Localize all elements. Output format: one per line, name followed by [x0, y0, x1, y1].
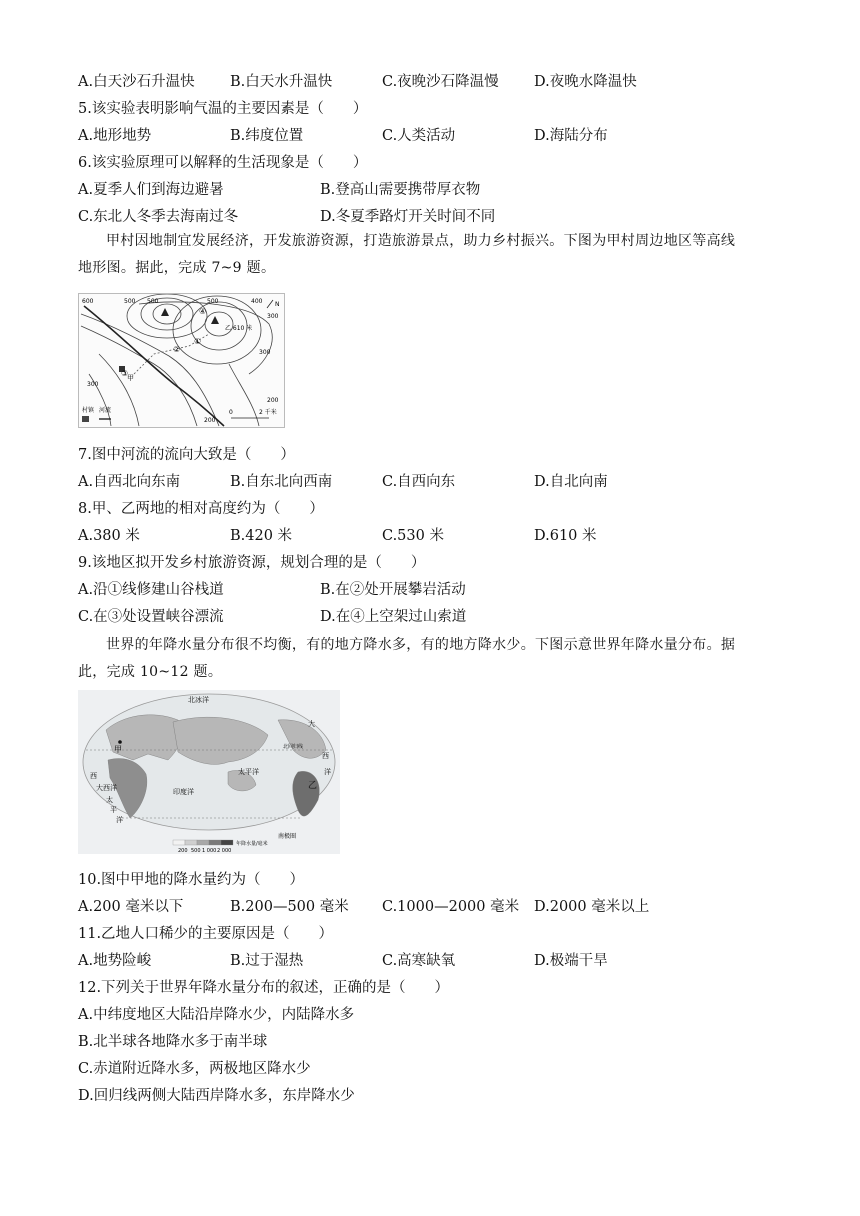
- q8-stem: 8.甲、乙两地的相对高度约为（ ）: [78, 501, 324, 517]
- contour-label: 500: [207, 298, 219, 305]
- q9-option-c[interactable]: C.在③处设置峡谷漂流: [78, 609, 224, 625]
- q9-option-b[interactable]: B.在②处开展攀岩活动: [320, 582, 466, 598]
- map-label-da: 大: [308, 720, 315, 728]
- passage-precipitation: [78, 632, 786, 686]
- map-label-arctic: 北冰洋: [188, 696, 209, 704]
- marker-2: ②: [173, 345, 181, 354]
- q5-option-d[interactable]: D.海陆分布: [534, 128, 608, 144]
- contour-label: 600: [82, 298, 94, 305]
- q8-option-d[interactable]: D.610 米: [534, 528, 597, 544]
- q9-option-d[interactable]: D.在④上空架过山索道: [320, 609, 467, 625]
- marker-1: ①: [194, 337, 202, 346]
- scale-label: 2 千米: [259, 409, 277, 416]
- q12-option-d[interactable]: D.回归线两侧大陆西岸降水多，东岸降水少: [78, 1088, 355, 1104]
- q11-stem: 11.乙地人口稀少的主要原因是（ ）: [78, 926, 334, 942]
- map-label-ping: 平: [110, 806, 117, 814]
- q4-option-b[interactable]: B.白天水升温快: [230, 74, 333, 90]
- q8-option-a[interactable]: A.380 米: [78, 528, 140, 544]
- q5-option-a[interactable]: A.地形地势: [78, 128, 152, 144]
- map-label-xi: 西: [322, 752, 329, 760]
- legend-village: 村镇: [82, 407, 95, 414]
- q6-stem: 6.该实验原理可以解释的生活现象是（ ）: [78, 155, 368, 171]
- legend-tick: 1 000: [202, 848, 217, 854]
- peak-triangle-icon: [211, 316, 219, 324]
- q11-option-c[interactable]: C.高寒缺氧: [382, 953, 456, 969]
- map-label-indian: 印度洋: [173, 788, 194, 796]
- marker-3: ③: [121, 369, 129, 378]
- map-label-tai: 太: [106, 796, 113, 804]
- legend-tick: 200: [178, 848, 188, 854]
- passage-village-line2: 地形图。据此，完成 7~9 题。: [78, 260, 276, 276]
- topographic-map: [78, 293, 285, 428]
- q10-option-d[interactable]: D.2000 毫米以上: [534, 899, 650, 915]
- map-label-tropic: 北回归线: [283, 744, 304, 750]
- passage-village-line1: 甲村因地制宜发展经济，开发旅游资源，打造旅游景点，助力乡村振兴。下图为甲村周边地区等高线: [106, 233, 736, 249]
- contour-label: 500: [147, 298, 159, 305]
- passage-village: [78, 228, 786, 282]
- legend-tick: 500: [191, 848, 201, 854]
- map-label-atlantic: 大西洋: [96, 784, 117, 792]
- world-precipitation-map: [78, 690, 340, 854]
- q11-option-d[interactable]: D.极端干旱: [534, 953, 608, 969]
- precipitation-legend: [173, 840, 268, 854]
- q12-option-a[interactable]: A.中纬度地区大陆沿岸降水少，内陆降水多: [78, 1007, 355, 1023]
- contour-label: 500: [124, 298, 136, 305]
- peak-label: 乙 610 米: [225, 325, 253, 332]
- map-label-antarctic-circle: 南极圈: [278, 833, 297, 840]
- q10-option-c[interactable]: C.1000—2000 毫米: [382, 899, 520, 915]
- legend-title: 年降水量/毫米: [236, 841, 268, 847]
- q4-option-c[interactable]: C.夜晚沙石降温慢: [382, 74, 499, 90]
- q10-option-b[interactable]: B.200—500 毫米: [230, 899, 349, 915]
- north-arrow-icon: N: [275, 301, 280, 308]
- q9-option-a[interactable]: A.沿①线修建山谷栈道: [78, 582, 224, 598]
- q7-option-c[interactable]: C.自西向东: [382, 474, 456, 490]
- q8-option-c[interactable]: C.530 米: [382, 528, 444, 544]
- legend-river: 河流: [99, 407, 112, 414]
- village-label: 甲: [127, 374, 134, 382]
- q12-option-c[interactable]: C.赤道附近降水多，两极地区降水少: [78, 1061, 311, 1077]
- q6-option-d[interactable]: D.冬夏季路灯开关时间不同: [320, 209, 496, 225]
- q4-option-d[interactable]: D.夜晚水降温快: [534, 74, 637, 90]
- map-label-yang2: 洋: [116, 816, 123, 824]
- map-label-yang: 洋: [324, 768, 331, 776]
- q10-stem: 10.图中甲地的降水量约为（ ）: [78, 872, 305, 888]
- peak-triangle-icon: [161, 308, 169, 316]
- q7-option-b[interactable]: B.自东北向西南: [230, 474, 333, 490]
- q12-stem: 12.下列关于世界年降水量分布的叙述，正确的是（ ）: [78, 980, 450, 996]
- q5-stem: 5.该实验表明影响气温的主要因素是（ ）: [78, 101, 368, 117]
- q5-option-b[interactable]: B.纬度位置: [230, 128, 304, 144]
- q5-option-c[interactable]: C.人类活动: [382, 128, 456, 144]
- contour-label: 200: [204, 417, 216, 424]
- map-label-pacific: 太平洋: [238, 768, 259, 776]
- contour-label: 400: [251, 298, 263, 305]
- q10-option-a[interactable]: A.200 毫米以下: [78, 899, 184, 915]
- map-label-yi: 乙: [308, 781, 318, 791]
- marker-4: ④: [199, 307, 207, 316]
- contour-label: 300: [267, 313, 279, 320]
- scale-zero: 0: [229, 409, 233, 416]
- q4-option-a[interactable]: A.白天沙石升温快: [78, 74, 195, 90]
- contour-label: 300: [87, 381, 99, 388]
- q7-stem: 7.图中河流的流向大致是（ ）: [78, 447, 295, 463]
- legend-tick: 2 000: [217, 848, 232, 854]
- q6-option-b[interactable]: B.登高山需要携带厚衣物: [320, 182, 481, 198]
- passage-precipitation-line1: 世界的年降水量分布很不均衡，有的地方降水多，有的地方降水少。下图示意世界年降水量分布。据: [106, 637, 736, 653]
- map-label-west: 西: [90, 772, 97, 780]
- q9-stem: 9.该地区拟开发乡村旅游资源，规划合理的是（ ）: [78, 555, 426, 571]
- q7-option-a[interactable]: A.自西北向东南: [78, 474, 181, 490]
- contour-label: 200: [267, 397, 279, 404]
- contour-label: 300: [259, 349, 271, 356]
- q6-option-a[interactable]: A.夏季人们到海边避暑: [78, 182, 224, 198]
- q12-option-b[interactable]: B.北半球各地降水多于南半球: [78, 1034, 268, 1050]
- q6-option-c[interactable]: C.东北人冬季去海南过冬: [78, 209, 239, 225]
- map-label-jia: 甲: [114, 745, 122, 754]
- q8-option-b[interactable]: B.420 米: [230, 528, 293, 544]
- q11-option-b[interactable]: B.过于湿热: [230, 953, 304, 969]
- passage-precipitation-line2: 此，完成 10~12 题。: [78, 664, 223, 680]
- q11-option-a[interactable]: A.地势险峻: [78, 953, 152, 969]
- q7-option-d[interactable]: D.自北向南: [534, 474, 608, 490]
